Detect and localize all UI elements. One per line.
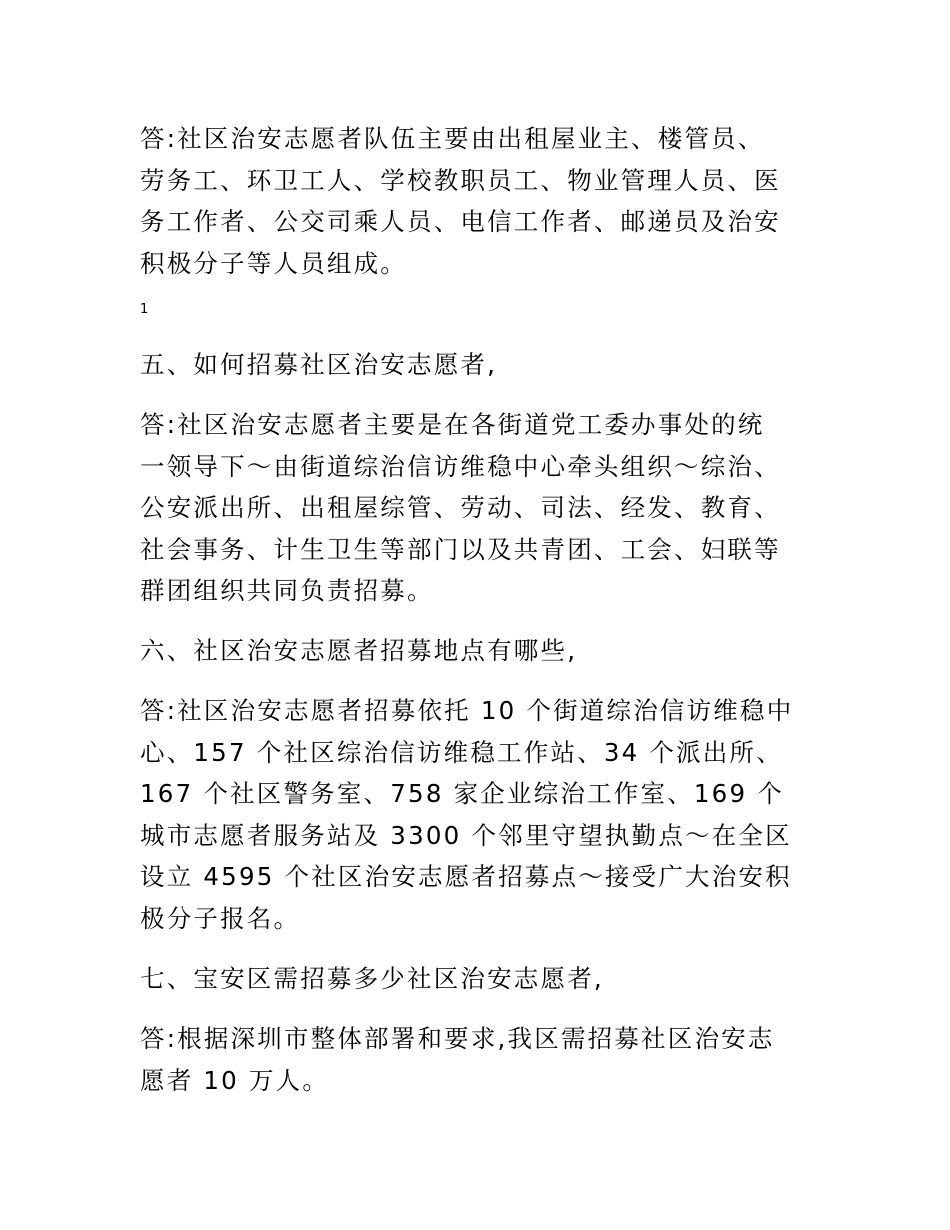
answer-7-paragraph (140, 1018, 820, 1101)
answer-6-line: 城市志愿者服务站及 3300 个邻里守望执勤点～在全区 (140, 820, 792, 850)
answer-5-line: 一领导下～由街道综治信访维稳中心牵头组织～综治、 (140, 451, 781, 481)
question-6-heading (140, 630, 820, 672)
answer-4-line: 积极分子等人员组成。 (140, 248, 407, 278)
answer-7-line: 答:根据深圳市整体部署和要求,我区需招募社区治安志 (140, 1024, 775, 1053)
answer-4-paragraph (140, 118, 820, 284)
question-5-heading (140, 344, 820, 386)
answer-5-line: 公安派出所、出租屋综管、劳动、司法、经发、教育、 (140, 493, 781, 522)
answer-6-line: 心、157 个社区综治信访维稳工作站、34 个派出所、 (140, 737, 783, 767)
question-5-line: 五、如何招募社区治安志愿者, (140, 350, 498, 379)
question-6-line: 六、社区治安志愿者招募地点有哪些, (140, 636, 578, 665)
question-7-line: 七、宝安区需招募多少社区治安志愿者, (140, 964, 604, 993)
answer-4-line: 答:社区治安志愿者队伍主要由出租屋业主、楼管员、 (140, 124, 765, 153)
answer-6-line: 答:社区治安志愿者招募依托 10 个街道综治信访维稳中 (140, 696, 794, 725)
answer-6-line: 167 个社区警务室、758 家企业综治工作室、169 个 (140, 779, 784, 808)
question-7-heading (140, 958, 820, 1000)
answer-7-line: 愿者 10 万人。 (140, 1065, 330, 1095)
answer-5-line: 答:社区治安志愿者主要是在各街道党工委办事处的统 (140, 410, 765, 439)
answer-6-line: 极分子报名。 (140, 903, 301, 933)
answer-4-line: 务工作者、公交司乘人员、电信工作者、邮递员及治安 (140, 207, 781, 236)
answer-6-line: 设立 4595 个社区治安志愿者招募点～接受广大治安积 (140, 862, 792, 891)
answer-5-line: 群团组织共同负责招募。 (140, 576, 434, 605)
answer-5-line: 社会事务、计生卫生等部门以及共青团、工会、妇联等 (140, 534, 781, 564)
answer-6-paragraph (140, 690, 820, 939)
answer-4-line: 劳务工、环卫工人、学校教职员工、物业管理人员、医 (140, 165, 781, 195)
page-number: 1 (140, 302, 149, 317)
answer-5-paragraph (140, 404, 820, 612)
